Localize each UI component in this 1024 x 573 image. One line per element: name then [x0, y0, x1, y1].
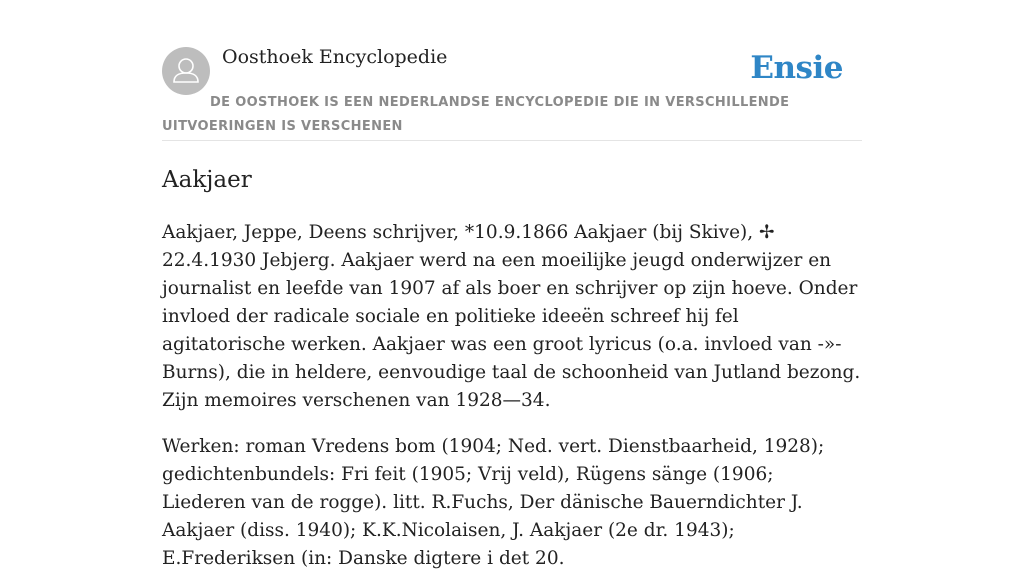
user-avatar-icon[interactable]	[162, 47, 210, 95]
article-paragraph-biography: Aakjaer, Jeppe, Deens schrijver, *10.9.1866 Aakjaer (bij Skive), ✢ 22.4.1930 Jebjerg. Aakjaer werd na een moeilijke jeugd onderwijzer en journalist en leefde van 1907 af als boer en schrijver op zijn hoeve. Onder invloed der radicale sociale en politieke ideeën schreef hij fel agitatorische werken. Aakjaer was een groot lyricus (o.a. invloed van -»-Burns), die in heldere, eenvoudige taal de schoonheid van Jutland bezong. Zijn memoires verschenen van 1928—34.	[162, 222, 861, 411]
article-title: Aakjaer	[162, 167, 252, 193]
article-paragraph-works: Werken: roman Vredens bom (1904; Ned. vert. Dienstbaarheid, 1928); gedichtenbundels: Fri feit (1905; Vrij veld), Rügens sänge (1906; Liederen van de rogge). litt. R.Fuchs, Der dänische Bauerndichter J. Aakjaer (diss. 1940); K.K.Nicolaisen, J. Aakjaer (2e dr. 1943); E.Frederiksen (in: Danske digtere i det 20.	[162, 436, 825, 569]
header	[162, 0, 862, 141]
ensie-logo[interactable]: Ensie	[750, 50, 843, 86]
site-tagline: DE OOSTHOEK IS EEN NEDERLANDSE ENCYCLOPEDIE DIE IN VERSCHILLENDE UITVOERINGEN IS VERSCHENEN	[162, 95, 790, 134]
content-column	[162, 0, 862, 573]
site-title-link[interactable]: Oosthoek Encyclopedie	[222, 46, 448, 68]
